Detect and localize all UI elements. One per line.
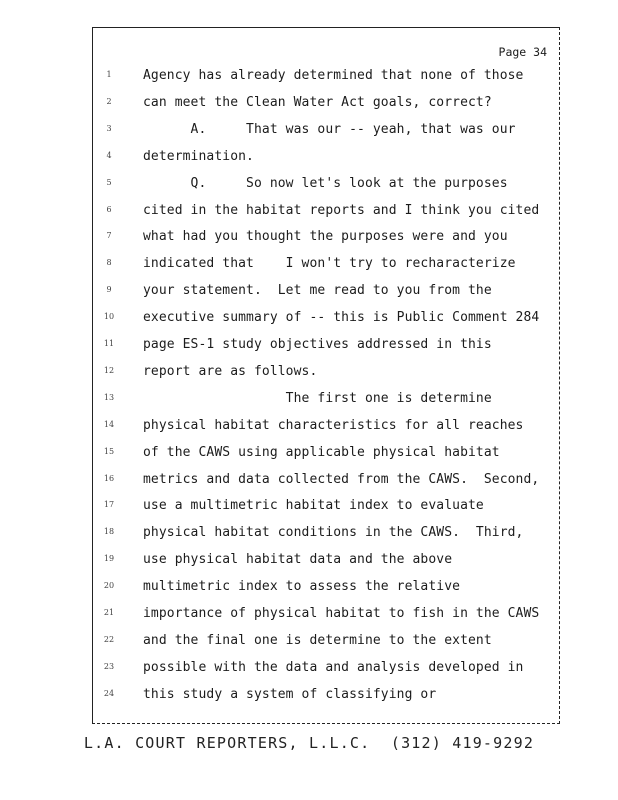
line-number: 6 [106, 204, 112, 214]
line-text: determination. [143, 148, 254, 164]
transcript-line [93, 256, 559, 283]
transcript-line [93, 203, 559, 230]
transcript-line [93, 364, 559, 391]
transcript-line [93, 660, 559, 687]
transcript-line [93, 445, 559, 472]
line-number: 11 [103, 339, 115, 348]
transcript-page-frame [92, 27, 560, 724]
line-number: 20 [103, 581, 115, 591]
transcript-line [93, 176, 559, 203]
line-number: 19 [103, 554, 115, 564]
transcript-line [93, 337, 559, 364]
transcript-line [93, 283, 559, 310]
line-number: 2 [106, 96, 112, 106]
transcript-line [93, 229, 559, 256]
line-number: 9 [106, 285, 112, 295]
line-text: and the final one is determine to the extent [143, 632, 492, 648]
reporter-footer: L.A. COURT REPORTERS, L.L.C. (312) 419-9292 [83, 734, 535, 752]
line-text: metrics and data collected from the CAWS. Second, [143, 471, 540, 487]
line-text: possible with the data and analysis developed in [143, 659, 524, 675]
transcript-line [93, 418, 559, 445]
transcript-line [93, 498, 559, 525]
line-text: physical habitat conditions in the CAWS. Third, [143, 525, 524, 541]
transcript-line [93, 310, 559, 337]
line-text: Agency has already determined that none of those [143, 68, 524, 83]
transcript-line [93, 633, 559, 660]
line-text: use a multimetric habitat index to evaluate [143, 498, 484, 514]
line-number: 8 [106, 258, 112, 268]
line-number: 4 [106, 150, 112, 160]
line-text: report are as follows. [143, 363, 318, 379]
line-number: 13 [103, 392, 115, 402]
transcript-line [93, 391, 559, 418]
transcript-line [93, 606, 559, 633]
transcript-line [93, 95, 559, 122]
transcript-line [93, 525, 559, 552]
line-text: page ES-1 study objectives addressed in this [143, 337, 492, 352]
line-text: use physical habitat data and the above [143, 552, 453, 568]
line-number: 23 [103, 661, 115, 671]
transcript-line [93, 472, 559, 499]
line-number: 15 [103, 446, 115, 456]
transcript-line [93, 687, 559, 714]
transcript-line [93, 552, 559, 579]
line-text: of the CAWS using applicable physical habitat [143, 444, 500, 460]
line-number: 14 [103, 419, 115, 429]
transcript-line [93, 149, 559, 176]
line-number: 16 [103, 473, 115, 483]
transcript-line [93, 122, 559, 149]
line-text: importance of physical habitat to fish in the CAWS [143, 606, 540, 621]
line-text: can meet the Clean Water Act goals, correct? [143, 94, 492, 110]
line-number: 7 [106, 231, 112, 241]
transcript-line [93, 68, 559, 95]
line-text: The first one is determine [143, 390, 492, 406]
line-text: cited in the habitat reports and I think you cited [143, 202, 540, 218]
line-number: 17 [103, 500, 115, 510]
page-number: Page 34 [498, 45, 547, 59]
line-number: 24 [103, 688, 115, 698]
line-text: executive summary of -- this is Public Comment 284 [143, 310, 540, 326]
line-text: your statement. Let me read to you from the [143, 283, 492, 299]
line-text: multimetric index to assess the relative [143, 579, 461, 595]
line-text: A. That was our -- yeah, that was our [143, 121, 516, 137]
line-number: 10 [103, 312, 115, 322]
line-number: 5 [106, 177, 112, 187]
line-text: Q. So now let's look at the purposes [143, 175, 508, 191]
line-text: physical habitat characteristics for all reaches [143, 417, 524, 433]
line-text: indicated that I won't try to recharacterize [143, 256, 516, 272]
line-number: 18 [103, 527, 115, 537]
line-text: this study a system of classifying or [143, 686, 437, 702]
line-number: 3 [106, 123, 112, 133]
line-number: 1 [106, 70, 112, 79]
line-number: 21 [103, 608, 115, 617]
line-text: what had you thought the purposes were and you [143, 229, 508, 245]
line-number: 12 [103, 365, 115, 375]
transcript-line [93, 579, 559, 606]
line-number: 22 [103, 634, 115, 644]
